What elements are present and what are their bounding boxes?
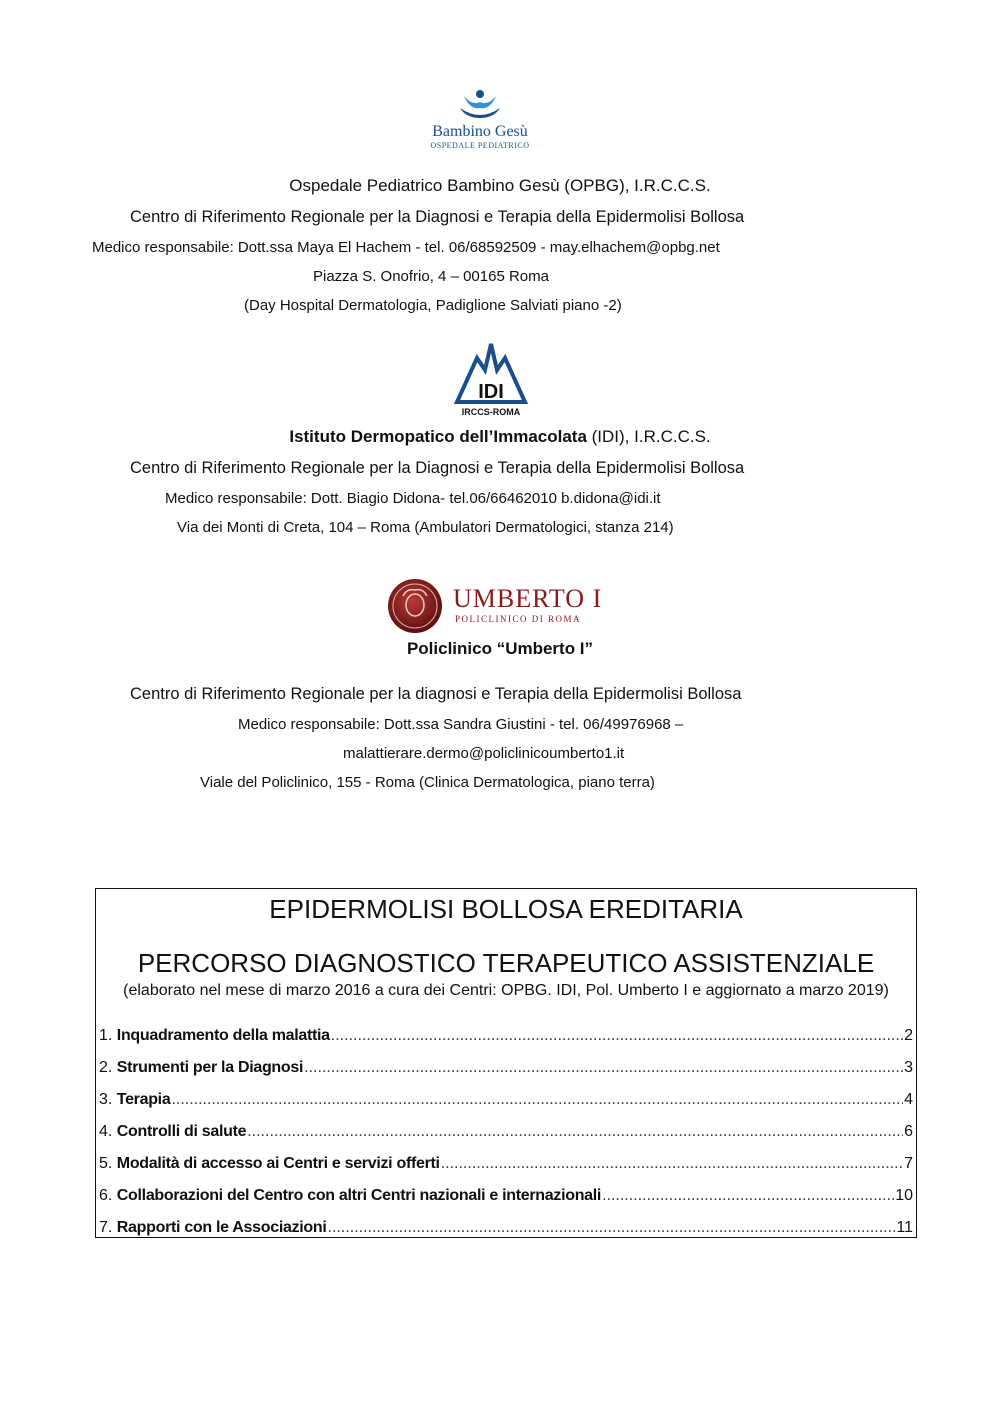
opbg-center: Centro di Riferimento Regionale per la Diagnosi e Terapia della Epidermolisi Bollosa [130,208,745,226]
toc-leader [328,1219,896,1237]
bambino-gesu-logo-name: Bambino Gesù [432,123,528,140]
toc-page: 6 [904,1123,913,1140]
toc-label: Strumenti per la Diagnosi [116,1059,304,1076]
toc-label: Inquadramento della malattia [116,1027,330,1044]
toc-leader [331,1027,903,1045]
opbg-doctor: Medico responsabile: Dott.ssa Maya El Hachem - tel. 06/68592509 - may.elhachem@opbg.net [92,239,720,256]
title-box [95,888,917,1238]
toc-leader [602,1187,894,1205]
toc-num: 6. [99,1187,113,1204]
toc-label: Modalità di accesso ai Centri e servizi offerti [116,1155,440,1172]
toc-row[interactable] [99,1091,913,1111]
toc-label: Collaborazioni del Centro con altri Centri nazionali e internazionali [116,1187,602,1204]
opbg-title: Ospedale Pediatrico Bambino Gesù (OPBG), I.R.C.C.S. [289,176,711,195]
toc-row[interactable] [99,1187,913,1207]
box-note: (elaborato nel mese di marzo 2016 a cura dei Centri: OPBG. IDI, Pol. Umberto I e aggiornato a marzo 2019) [123,982,889,999]
toc-row[interactable] [99,1059,913,1079]
toc-leader [441,1155,903,1173]
idi-logo [453,340,529,418]
toc-row[interactable] [99,1155,913,1175]
idi-logo-text: IDI [478,381,504,403]
umberto-center: Centro di Riferimento Regionale per la diagnosi e Terapia della Epidermolisi Bollosa [130,685,742,703]
umberto-title: Policlinico “Umberto I” [406,639,594,658]
toc-row[interactable] [99,1027,913,1047]
idi-address: Via dei Monti di Creta, 104 – Roma (Ambulatori Dermatologici, stanza 214) [177,519,674,536]
idi-logo-sub: IRCCS-ROMA [461,407,521,417]
umberto-logo-name: UMBERTO I [453,584,603,613]
bambino-gesu-logo-sub: OSPEDALE PEDIATRICO [430,141,530,150]
toc-leader [304,1059,903,1077]
box-title-main: EPIDERMOLISI BOLLOSA EREDITARIA [269,894,743,924]
toc-page: 10 [895,1187,913,1204]
toc-label: Terapia [116,1091,171,1108]
toc-row[interactable] [99,1219,913,1239]
toc-page: 11 [896,1219,913,1236]
umberto-email: malattierare.dermo@policlinicoumberto1.it [343,745,625,762]
toc-page: 4 [904,1091,913,1108]
umberto-logo-sub: POLICLINICO DI ROMA [455,614,581,624]
idi-title [0,427,1000,447]
toc-num: 7. [99,1219,113,1236]
toc-page: 2 [904,1027,913,1044]
idi-doctor: Medico responsabile: Dott. Biagio Didona- tel.06/66462010 b.didona@idi.it [165,490,661,507]
toc-page: 3 [904,1059,913,1076]
toc-page: 7 [904,1155,913,1172]
toc-num: 4. [99,1123,113,1140]
idi-center: Centro di Riferimento Regionale per la Diagnosi e Terapia della Epidermolisi Bollosa [130,459,745,477]
toc-leader [247,1123,903,1141]
umberto-medallion-icon [387,578,443,634]
bambino-gesu-emblem-icon [424,88,536,124]
opbg-location: (Day Hospital Dermatologia, Padiglione Salviati piano -2) [244,297,622,314]
toc-leader [171,1091,903,1109]
toc-num: 1. [99,1027,113,1044]
umberto-logo [387,578,602,633]
bambino-gesu-logo [424,88,536,158]
umberto-doctor: Medico responsabile: Dott.ssa Sandra Giustini - tel. 06/49976968 – [238,716,684,733]
toc-label: Rapporti con le Associazioni [116,1219,327,1236]
toc-num: 3. [99,1091,113,1108]
idi-mountain-icon [453,340,529,418]
toc-num: 5. [99,1155,113,1172]
idi-title-bold: Istituto Dermopatico dell’Immacolata [289,427,587,446]
idi-title-rest: (IDI), I.R.C.C.S. [586,427,711,446]
opbg-address: Piazza S. Onofrio, 4 – 00165 Roma [313,268,549,285]
toc-row[interactable] [99,1123,913,1143]
toc-label: Controlli di salute [116,1123,247,1140]
toc-num: 2. [99,1059,113,1076]
box-title-sub: PERCORSO DIAGNOSTICO TERAPEUTICO ASSISTENZIALE [137,948,875,978]
umberto-address: Viale del Policlinico, 155 - Roma (Clinica Dermatologica, piano terra) [200,774,655,791]
